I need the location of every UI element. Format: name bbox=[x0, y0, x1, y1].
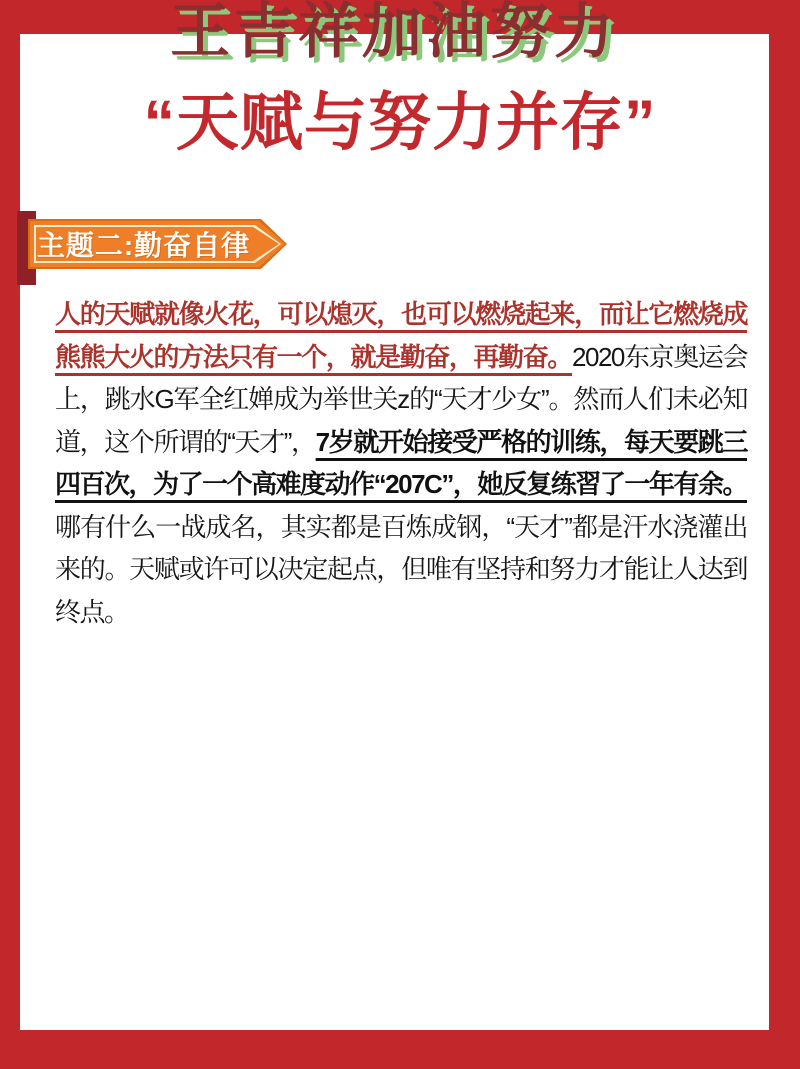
watermark-text: 王吉祥加油努力 bbox=[170, 0, 618, 67]
article-segment: 人的天赋就像火花，可以熄灭，也可以燃烧起来，而让它燃烧成熊熊大火的方法只有一个，就是勤奋，再勤奋。 bbox=[55, 299, 747, 372]
article-paragraph bbox=[55, 293, 747, 633]
page-title: “天赋与努力并存” bbox=[143, 88, 657, 158]
article-segment: 2020东京奥运会上，跳水G军全红婵成为举世关z的“天才少女”。然而人们未必知道，这个所谓的“天才”， bbox=[55, 341, 747, 457]
topic-badge-label: 主题二:勤奋自律 bbox=[36, 230, 251, 261]
topic-badge bbox=[28, 219, 287, 269]
article-segment: 7岁就开始接受严格的训练，每天要跳三四百次，为了一个高难度动作“207C”，她反复练習了一年有余。 bbox=[55, 426, 747, 499]
article-segment: 哪有什么一战成名，其实都是百炼成钢，“天才”都是汗水浇灌出来的。天赋或许可以决定起点，但唯有坚持和努力才能让人达到终点。 bbox=[55, 511, 747, 627]
